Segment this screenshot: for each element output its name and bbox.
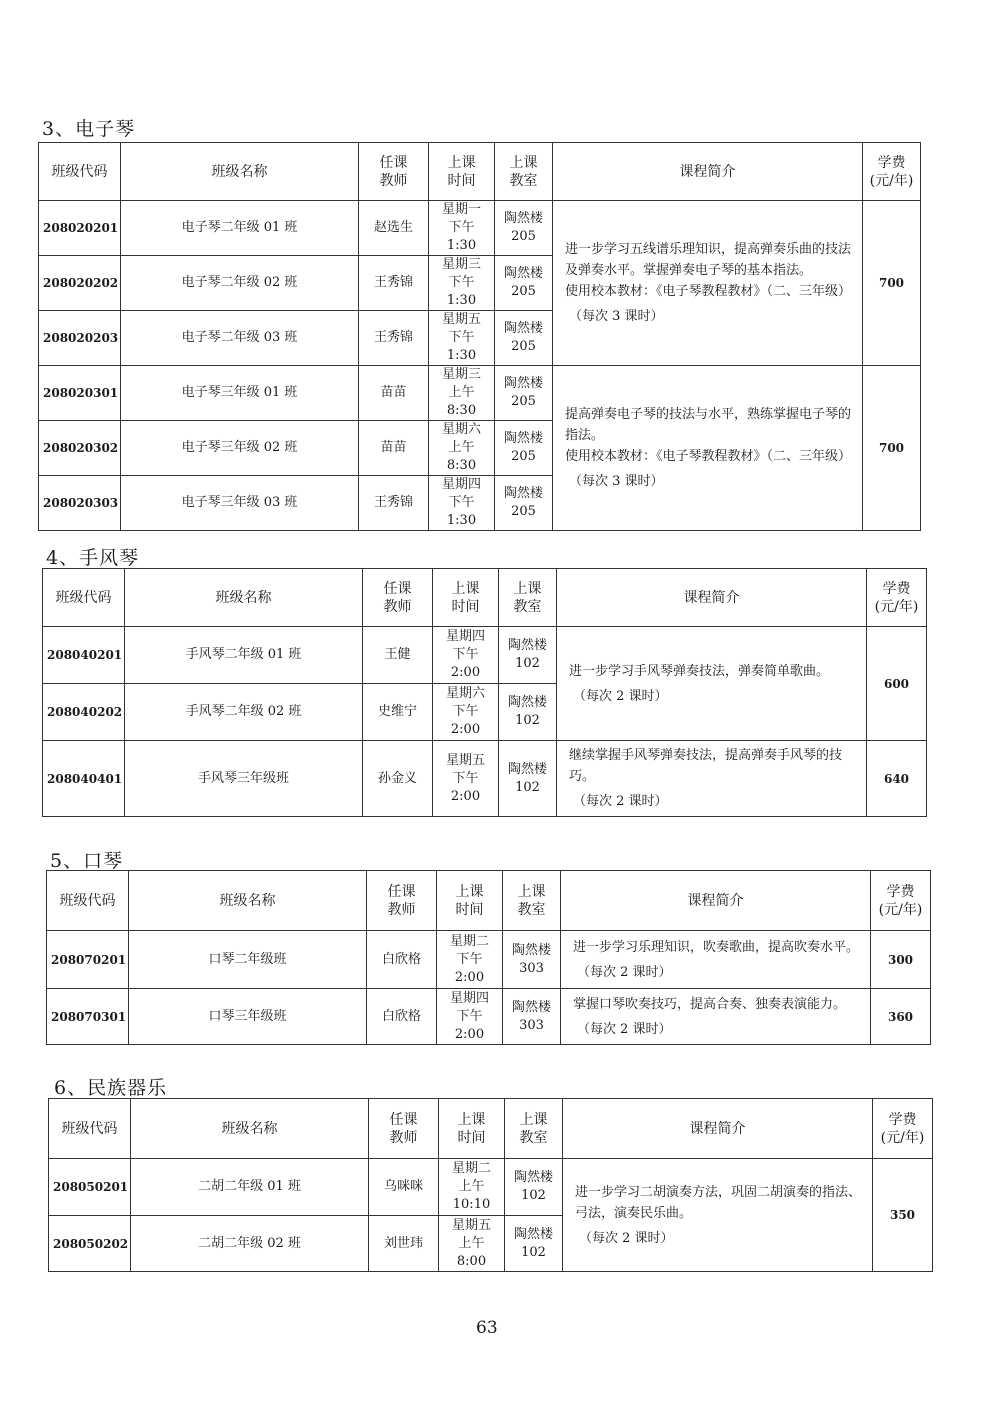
table-row bbox=[43, 741, 927, 817]
table-harmonica bbox=[46, 870, 931, 1045]
header-desc: 课程简介 bbox=[553, 143, 863, 201]
class-code: 208020302 bbox=[39, 421, 121, 476]
header-code: 班级代码 bbox=[43, 569, 125, 627]
class-code: 208020301 bbox=[39, 366, 121, 421]
tuition-fee: 600 bbox=[867, 627, 927, 741]
header-teacher: 任课 教师 bbox=[369, 1099, 439, 1159]
description-textbook: 使用校本教材：《电子琴教程教材》（二、三年级） bbox=[565, 449, 852, 464]
teacher: 乌咪咪 bbox=[369, 1159, 439, 1216]
classroom: 陶然楼 205 bbox=[495, 201, 553, 256]
class-time: 星期四 下午 1:30 bbox=[429, 476, 495, 531]
description-text: 提高弹奏电子琴的技法与水平，熟练掌握电子琴的指法。 bbox=[565, 407, 852, 443]
classroom: 陶然楼 205 bbox=[495, 366, 553, 421]
classroom: 陶然楼 102 bbox=[499, 684, 557, 741]
class-time: 星期四 下午 2:00 bbox=[437, 989, 503, 1045]
header-desc: 课程简介 bbox=[563, 1099, 873, 1159]
classroom: 陶然楼 102 bbox=[505, 1216, 563, 1272]
table-folk-instruments bbox=[48, 1098, 933, 1272]
header-code: 班级代码 bbox=[39, 143, 121, 201]
classroom: 陶然楼 205 bbox=[495, 311, 553, 366]
description-hours: （每次 2 课时） bbox=[579, 1230, 674, 1246]
class-code: 208020201 bbox=[39, 201, 121, 256]
teacher: 苗苗 bbox=[359, 366, 429, 421]
class-code: 208050202 bbox=[49, 1216, 131, 1272]
class-name: 电子琴三年级 02 班 bbox=[121, 421, 359, 476]
course-description bbox=[553, 366, 863, 531]
description-textbook: 使用校本教材：《电子琴教程教材》（二、三年级） bbox=[565, 284, 852, 299]
header-room: 上课 教室 bbox=[495, 143, 553, 201]
table-header-row bbox=[43, 569, 927, 627]
section-title-harmonica: 5、口琴 bbox=[50, 850, 124, 872]
header-time: 上课 时间 bbox=[433, 569, 499, 627]
header-time: 上课 时间 bbox=[437, 871, 503, 931]
class-code: 208020202 bbox=[39, 256, 121, 311]
class-time: 星期二 上午 10:10 bbox=[439, 1159, 505, 1216]
class-time: 星期五 下午 2:00 bbox=[433, 741, 499, 817]
class-name: 口琴三年级班 bbox=[129, 989, 367, 1045]
description-text: 进一步学习乐理知识，吹奏歌曲，提高吹奏水平。 bbox=[573, 939, 860, 955]
header-desc: 课程简介 bbox=[561, 871, 871, 931]
classroom: 陶然楼 102 bbox=[505, 1159, 563, 1216]
class-name: 手风琴二年级 02 班 bbox=[125, 684, 363, 741]
teacher: 王秀锦 bbox=[359, 476, 429, 531]
class-name: 电子琴二年级 01 班 bbox=[121, 201, 359, 256]
header-teacher: 任课 教师 bbox=[359, 143, 429, 201]
description-text: 进一步学习二胡演奏方法，巩固二胡演奏的指法、弓法，演奏民乐曲。 bbox=[575, 1184, 862, 1221]
class-name: 二胡二年级 02 班 bbox=[131, 1216, 369, 1272]
class-time: 星期六 下午 2:00 bbox=[433, 684, 499, 741]
class-code: 208070201 bbox=[47, 931, 129, 989]
description-text: 掌握口琴吹奏技巧，提高合奏、独奏表演能力。 bbox=[573, 996, 847, 1012]
tuition-fee: 640 bbox=[867, 741, 927, 817]
class-code: 208020303 bbox=[39, 476, 121, 531]
class-name: 手风琴二年级 01 班 bbox=[125, 627, 363, 684]
teacher: 王健 bbox=[363, 627, 433, 684]
description-hours: （每次 2 课时） bbox=[577, 964, 672, 980]
class-time: 星期六 上午 8:30 bbox=[429, 421, 495, 476]
teacher: 王秀锦 bbox=[359, 311, 429, 366]
teacher: 刘世玮 bbox=[369, 1216, 439, 1272]
table-row bbox=[47, 989, 931, 1045]
classroom: 陶然楼 303 bbox=[503, 989, 561, 1045]
header-time: 上课 时间 bbox=[439, 1099, 505, 1159]
header-name: 班级名称 bbox=[121, 143, 359, 201]
class-time: 星期二 下午 2:00 bbox=[437, 931, 503, 989]
course-description bbox=[563, 1159, 873, 1272]
table-row bbox=[49, 1159, 933, 1216]
tuition-fee: 300 bbox=[871, 931, 931, 989]
class-code: 208070301 bbox=[47, 989, 129, 1045]
class-time: 星期三 上午 8:30 bbox=[429, 366, 495, 421]
description-hours: （每次 2 课时） bbox=[577, 1021, 672, 1037]
header-room: 上课 教室 bbox=[503, 871, 561, 931]
class-code: 208040202 bbox=[43, 684, 125, 741]
tuition-fee: 700 bbox=[863, 366, 921, 531]
course-description bbox=[561, 989, 871, 1045]
table-row bbox=[43, 627, 927, 684]
section-title-accordion: 4、手风琴 bbox=[46, 547, 140, 569]
header-desc: 课程简介 bbox=[557, 569, 867, 627]
table-header-row bbox=[39, 143, 921, 201]
class-code: 208040401 bbox=[43, 741, 125, 817]
header-time: 上课 时间 bbox=[429, 143, 495, 201]
class-name: 电子琴三年级 03 班 bbox=[121, 476, 359, 531]
table-row bbox=[39, 201, 921, 256]
course-description bbox=[553, 201, 863, 366]
table-header-row bbox=[49, 1099, 933, 1159]
table-header-row bbox=[47, 871, 931, 931]
header-room: 上课 教室 bbox=[505, 1099, 563, 1159]
class-time: 星期四 下午 2:00 bbox=[433, 627, 499, 684]
header-name: 班级名称 bbox=[129, 871, 367, 931]
header-fee: 学费 (元/年) bbox=[867, 569, 927, 627]
classroom: 陶然楼 303 bbox=[503, 931, 561, 989]
class-name: 电子琴三年级 01 班 bbox=[121, 366, 359, 421]
section-title-folk-instruments: 6、民族器乐 bbox=[54, 1077, 168, 1099]
description-hours: （每次 3 课时） bbox=[569, 309, 664, 324]
class-time: 星期五 下午 1:30 bbox=[429, 311, 495, 366]
class-name: 电子琴二年级 02 班 bbox=[121, 256, 359, 311]
class-time: 星期三 下午 1:30 bbox=[429, 256, 495, 311]
class-code: 208040201 bbox=[43, 627, 125, 684]
class-name: 电子琴二年级 03 班 bbox=[121, 311, 359, 366]
class-time: 星期五 上午 8:00 bbox=[439, 1216, 505, 1272]
description-hours: （每次 2 课时） bbox=[573, 794, 668, 809]
classroom: 陶然楼 205 bbox=[495, 421, 553, 476]
teacher: 赵选生 bbox=[359, 201, 429, 256]
class-name: 口琴二年级班 bbox=[129, 931, 367, 989]
teacher: 白欣格 bbox=[367, 931, 437, 989]
description-hours: （每次 3 课时） bbox=[569, 474, 664, 489]
header-fee: 学费 (元/年) bbox=[871, 871, 931, 931]
teacher: 孙金义 bbox=[363, 741, 433, 817]
description-text: 继续掌握手风琴弹奏技法，提高弹奏手风琴的技巧。 bbox=[569, 748, 843, 784]
table-accordion bbox=[42, 568, 927, 817]
description-text: 进一步学习五线谱乐理知识，提高弹奏乐曲的技法及弹奏水平。掌握弹奏电子琴的基本指法。 bbox=[565, 242, 852, 278]
tuition-fee: 360 bbox=[871, 989, 931, 1045]
section-title-keyboard: 3、电子琴 bbox=[42, 118, 136, 140]
classroom: 陶然楼 205 bbox=[495, 476, 553, 531]
course-description bbox=[561, 931, 871, 989]
table-row bbox=[47, 931, 931, 989]
header-fee: 学费 (元/年) bbox=[873, 1099, 933, 1159]
class-time: 星期一 下午 1:30 bbox=[429, 201, 495, 256]
teacher: 史维宁 bbox=[363, 684, 433, 741]
header-teacher: 任课 教师 bbox=[367, 871, 437, 931]
class-name: 二胡二年级 01 班 bbox=[131, 1159, 369, 1216]
description-text: 进一步学习手风琴弹奏技法，弹奏简单歌曲。 bbox=[569, 663, 830, 679]
page-number: 63 bbox=[476, 1318, 498, 1338]
teacher: 王秀锦 bbox=[359, 256, 429, 311]
course-description bbox=[557, 627, 867, 741]
classroom: 陶然楼 102 bbox=[499, 741, 557, 817]
description-hours: （每次 2 课时） bbox=[573, 688, 668, 704]
class-code: 208020203 bbox=[39, 311, 121, 366]
header-name: 班级名称 bbox=[131, 1099, 369, 1159]
header-code: 班级代码 bbox=[49, 1099, 131, 1159]
table-row bbox=[39, 366, 921, 421]
classroom: 陶然楼 205 bbox=[495, 256, 553, 311]
header-fee: 学费 (元/年) bbox=[863, 143, 921, 201]
tuition-fee: 350 bbox=[873, 1159, 933, 1272]
teacher: 苗苗 bbox=[359, 421, 429, 476]
header-teacher: 任课 教师 bbox=[363, 569, 433, 627]
tuition-fee: 700 bbox=[863, 201, 921, 366]
course-description bbox=[557, 741, 867, 817]
header-name: 班级名称 bbox=[125, 569, 363, 627]
classroom: 陶然楼 102 bbox=[499, 627, 557, 684]
class-name: 手风琴三年级班 bbox=[125, 741, 363, 817]
header-room: 上课 教室 bbox=[499, 569, 557, 627]
table-keyboard bbox=[38, 142, 921, 531]
teacher: 白欣格 bbox=[367, 989, 437, 1045]
header-code: 班级代码 bbox=[47, 871, 129, 931]
class-code: 208050201 bbox=[49, 1159, 131, 1216]
